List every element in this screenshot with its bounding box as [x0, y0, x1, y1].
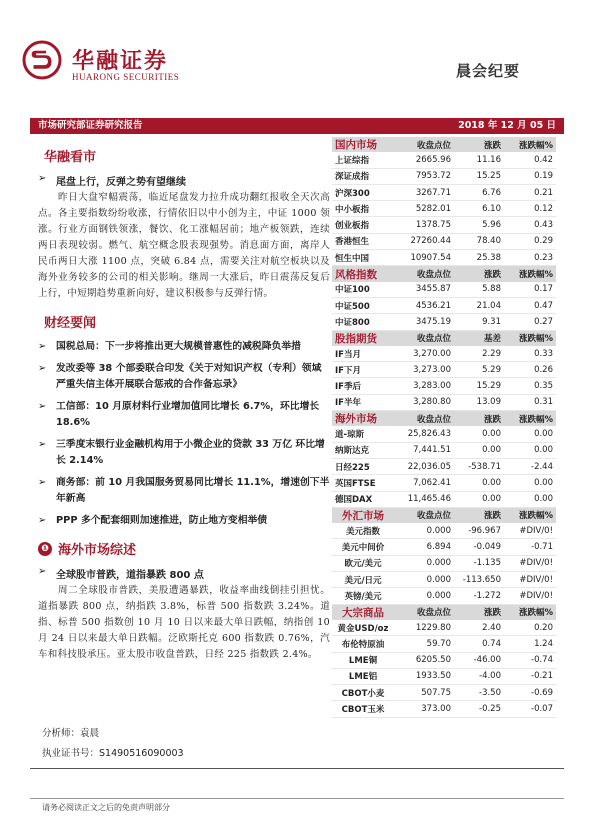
row-label: CBOT玉米 [332, 701, 394, 717]
cell-value: 0.29 [504, 233, 556, 249]
section-title: 大宗商品 [332, 604, 394, 620]
cell-value: 2.29 [454, 346, 504, 362]
cell-value: 6.10 [454, 201, 504, 217]
section-title: 国内市场 [332, 137, 394, 152]
cell-value: 0.26 [504, 362, 556, 378]
overseas-subheading-text: 全球股市普跌，道指暴跌 800 点 [56, 570, 204, 581]
cell-value: 0.000 [394, 572, 454, 588]
column-header: 涨跌 [454, 266, 504, 282]
cell-value: #DIV/0! [504, 555, 556, 571]
cell-value: 1378.75 [394, 217, 454, 233]
row-label: 中证500 [332, 297, 394, 313]
cell-value: 3475.19 [394, 314, 454, 330]
cell-value: 0.74 [454, 636, 504, 652]
brand-name-cn: 华融证券 [72, 48, 169, 74]
table-row [332, 201, 556, 217]
news-item-text: 工信部：10 月原材料行业增加值同比增长 6.7%，环比增长 18.6% [56, 401, 320, 428]
table-row [332, 282, 556, 298]
cell-value: #DIV/0! [504, 588, 556, 604]
cell-value: -2.44 [504, 458, 556, 474]
cell-value: 2665.96 [394, 152, 454, 168]
cell-value: 1.24 [504, 636, 556, 652]
table-row [332, 685, 556, 701]
banner-date: 2018 年 12 月 05 日 [458, 120, 556, 131]
table-row [332, 588, 556, 604]
overseas-subheading [38, 566, 330, 581]
overseas-title-text: 海外市场综述 [58, 543, 137, 558]
cell-value: #DIV/0! [504, 572, 556, 588]
column-header: 涨跌幅% [504, 411, 556, 427]
row-label: 恒生中国 [332, 250, 394, 266]
section-title: 风格指数 [332, 266, 394, 282]
row-label: 日经225 [332, 458, 394, 474]
row-label: LME铝 [332, 668, 394, 684]
cell-value: 5282.01 [394, 201, 454, 217]
row-label: 布伦特原油 [332, 636, 394, 652]
cell-value: 0.000 [394, 523, 454, 539]
cell-value: -1.135 [454, 555, 504, 571]
cell-value: 1933.50 [394, 668, 454, 684]
table-row [332, 362, 556, 378]
news-item-text: 国税总局：下一步将推出更大规模普惠性的减税降负举措 [56, 341, 301, 352]
column-header: 涨跌幅% [504, 330, 556, 346]
market-view-subheading-text: 尾盘上行，反弹之势有望继续 [56, 177, 186, 188]
column-header: 收盘点位 [394, 604, 454, 620]
cell-value: 9.31 [454, 314, 504, 330]
table-row [332, 297, 556, 313]
column-header: 涨跌 [454, 411, 504, 427]
row-label: 沪深300 [332, 184, 394, 200]
cell-value: -0.69 [504, 685, 556, 701]
cell-value: 3,283.00 [394, 378, 454, 394]
row-label: 创业板指 [332, 217, 394, 233]
row-label: IF季后 [332, 378, 394, 394]
cell-value: 6205.50 [394, 652, 454, 668]
table-row [332, 426, 556, 442]
news-item [38, 437, 330, 469]
row-label: 德国DAX [332, 491, 394, 507]
column-header: 收盘点位 [394, 507, 454, 523]
row-label: 黄金USD/oz [332, 620, 394, 636]
table-header-domestic [332, 137, 556, 152]
analyst-name: 分析师：袁晨 [42, 728, 100, 739]
report-banner [30, 118, 564, 134]
market-data-table [332, 137, 556, 718]
cell-value: -0.049 [454, 539, 504, 555]
column-header: 收盘点位 [394, 137, 454, 152]
cell-value: 0.00 [504, 491, 556, 507]
cell-value: 0.00 [454, 475, 504, 491]
table-row [332, 652, 556, 668]
cell-value: -0.71 [504, 539, 556, 555]
cell-value: 0.23 [504, 250, 556, 266]
footer-divider [30, 768, 564, 769]
table-row [332, 442, 556, 458]
banner-department: 市场研究部证券研究报告 [38, 120, 143, 131]
row-label: 美元指数 [332, 523, 394, 539]
column-header: 基差 [454, 330, 504, 346]
cell-value: 0.20 [504, 620, 556, 636]
cell-value: 5.96 [454, 217, 504, 233]
table-row [332, 523, 556, 539]
table-row [332, 491, 556, 507]
row-label: 美元/日元 [332, 572, 394, 588]
cell-value: 0.00 [504, 426, 556, 442]
cell-value: -4.00 [454, 668, 504, 684]
news-list [38, 339, 330, 529]
cell-value: -538.71 [454, 458, 504, 474]
cell-value: 2.40 [454, 620, 504, 636]
cell-value: 27260.44 [394, 233, 454, 249]
row-label: CBOT小麦 [332, 685, 394, 701]
cell-value: 22,036.05 [394, 458, 454, 474]
table-header-overseas [332, 411, 556, 427]
cell-value: 21.04 [454, 297, 504, 313]
cell-value: 0.27 [504, 314, 556, 330]
table-header-commodity [332, 604, 556, 620]
arrow-bullet-icon: ➢ [38, 341, 47, 352]
cell-value: 10907.54 [394, 250, 454, 266]
footer-divider [30, 798, 564, 799]
row-label: LME铜 [332, 652, 394, 668]
table-row [332, 555, 556, 571]
cell-value: 3,270.00 [394, 346, 454, 362]
arrow-bullet-icon: ➢ [38, 515, 47, 526]
table-row [332, 233, 556, 249]
cell-value: 0.00 [454, 491, 504, 507]
cell-value: 0.35 [504, 378, 556, 394]
column-header: 涨跌幅% [504, 507, 556, 523]
table-row [332, 168, 556, 184]
table-header-style [332, 266, 556, 282]
table-row [332, 636, 556, 652]
column-header: 收盘点位 [394, 411, 454, 427]
table-row [332, 314, 556, 330]
overseas-paragraph: 周二全球股市普跌，美股遭遇暴跌，收益率曲线倒挂引担忧。道指暴跌 800 点，纳指跌 3.8%，标普 500 指数跌 3.24%。道指、标普 500 指数创 10 月 10 日以来最大单日跌幅，纳指创 10 月 24 日以来最大单日跌幅。泛欧斯托克 600 指数跌 0.76%，汽车和科技股承压。亚太股市收盘普跌，日经 225 指数跌 2.4%。 [38, 585, 330, 660]
cell-value: 0.00 [504, 475, 556, 491]
cell-value: -1.272 [454, 588, 504, 604]
cell-value: 7,062.41 [394, 475, 454, 491]
cell-value: #DIV/0! [504, 523, 556, 539]
table-row [332, 250, 556, 266]
table-row [332, 572, 556, 588]
cell-value: 0.42 [504, 152, 556, 168]
cell-value: 0.000 [394, 588, 454, 604]
cell-value: -0.21 [504, 668, 556, 684]
market-data-column [332, 137, 556, 718]
row-label: 美元中间价 [332, 539, 394, 555]
arrow-bullet-icon: ➢ [38, 566, 47, 577]
cell-value: 0.000 [394, 555, 454, 571]
cell-value: -46.00 [454, 652, 504, 668]
cell-value: 11,465.46 [394, 491, 454, 507]
column-header: 涨跌 [454, 604, 504, 620]
row-label: 英镑/美元 [332, 588, 394, 604]
section-title-overseas [38, 539, 330, 558]
row-label: IF下月 [332, 362, 394, 378]
table-row [332, 475, 556, 491]
row-label: 上证综指 [332, 152, 394, 168]
row-label: IF当月 [332, 346, 394, 362]
section-title: 海外市场 [332, 411, 394, 427]
cell-value: 15.29 [454, 378, 504, 394]
table-row [332, 701, 556, 717]
cell-value: 1229.80 [394, 620, 454, 636]
cell-value: 3455.87 [394, 282, 454, 298]
cell-value: 15.25 [454, 168, 504, 184]
arrow-bullet-icon: ➢ [38, 401, 47, 412]
cell-value: 507.75 [394, 685, 454, 701]
cell-value: 0.21 [504, 184, 556, 200]
cell-value: 6.894 [394, 539, 454, 555]
table-header-futures [332, 330, 556, 346]
row-label: 道-琼斯 [332, 426, 394, 442]
cell-value: 7953.72 [394, 168, 454, 184]
cell-value: 3,280.80 [394, 394, 454, 410]
news-item-text: PPP 多个配套细则加速推进，防止地方变相举债 [56, 515, 268, 526]
row-label: IF半年 [332, 394, 394, 410]
cell-value: 3267.71 [394, 184, 454, 200]
cell-value: 4536.21 [394, 297, 454, 313]
left-column [38, 142, 330, 663]
news-item [38, 475, 330, 507]
cell-value: 0.43 [504, 217, 556, 233]
cell-value: 13.09 [454, 394, 504, 410]
cell-value: 0.00 [454, 426, 504, 442]
news-item [38, 339, 330, 355]
column-header: 收盘点位 [394, 266, 454, 282]
section-title-market-view: 华融看市 [44, 150, 97, 165]
cell-value: 7,441.51 [394, 442, 454, 458]
section-marker-icon: ❶ [38, 542, 52, 556]
table-row [332, 394, 556, 410]
cell-value: -0.25 [454, 701, 504, 717]
arrow-bullet-icon: ➢ [38, 477, 47, 488]
table-row [332, 378, 556, 394]
cell-value: 0.47 [504, 297, 556, 313]
cell-value: 78.40 [454, 233, 504, 249]
table-row [332, 668, 556, 684]
news-item [38, 513, 330, 529]
analyst-cert: 执业证书号：S1490516090003 [42, 748, 184, 759]
row-label: 纳斯达克 [332, 442, 394, 458]
cell-value: 11.16 [454, 152, 504, 168]
news-item-text: 商务部：前 10 月我国服务贸易同比增长 11.1%，增速创下半年新高 [56, 477, 330, 504]
news-item [38, 399, 330, 431]
column-header: 收盘点位 [394, 330, 454, 346]
table-row [332, 620, 556, 636]
news-item [38, 361, 330, 393]
table-header-fx [332, 507, 556, 523]
column-header: 涨跌 [454, 137, 504, 152]
row-label: 中证100 [332, 282, 394, 298]
row-label: 英国FTSE [332, 475, 394, 491]
arrow-bullet-icon: ➢ [38, 173, 47, 184]
column-header: 涨跌幅% [504, 137, 556, 152]
cell-value: -3.50 [454, 685, 504, 701]
document-title: 晨会纪要 [456, 62, 521, 80]
cell-value: 5.88 [454, 282, 504, 298]
disclaimer-text: 请务必阅读正文之后的免责声明部分 [42, 803, 170, 812]
cell-value: -0.74 [504, 652, 556, 668]
news-item-text: 发改委等 38 个部委联合印发《关于对知识产权（专利）领域严重失信主体开展联合惩戒的合作备忘录》 [56, 363, 322, 390]
table-row [332, 346, 556, 362]
market-view-paragraph: 昨日大盘窄幅震荡，临近尾盘发力拉升成功翻红报收全天次高点。各主要指数纷纷收涨，行情依旧以中小创为主，中证 1000 领涨。行业方面钢铁领涨，餐饮、化工涨幅居前；地产板领跌，连续两日表现较弱。燃气、航空概念股表现强势。消息面方面，离岸人民币两日大涨 1100 点，突破 6.84 点，需要关注对航空板块以及海外业务较多的公司的相关影响。继周一大涨后，昨日震荡反复后上行，中短期趋势重新向好，建议积极参与反弹行情。 [38, 192, 330, 299]
news-item-text: 三季度末银行业金融机构用于小微企业的贷款 33 万亿 环比增长 2.14% [56, 439, 325, 466]
section-title: 外汇市场 [332, 507, 394, 523]
section-title-news: 财经要闻 [44, 316, 97, 331]
arrow-bullet-icon: ➢ [38, 363, 47, 374]
cell-value: 5.29 [454, 362, 504, 378]
table-row [332, 217, 556, 233]
cell-value: 0.12 [504, 201, 556, 217]
column-header: 涨跌 [454, 507, 504, 523]
table-row [332, 539, 556, 555]
table-row [332, 152, 556, 168]
section-title: 股指期货 [332, 330, 394, 346]
column-header: 涨跌幅% [504, 266, 556, 282]
cell-value: 25.38 [454, 250, 504, 266]
arrow-bullet-icon: ➢ [38, 439, 47, 450]
cell-value: 0.00 [504, 442, 556, 458]
cell-value: -96.967 [454, 523, 504, 539]
market-view-subheading [38, 173, 330, 188]
cell-value: 373.00 [394, 701, 454, 717]
huarong-logo-icon [22, 40, 62, 80]
cell-value: 0.00 [454, 442, 504, 458]
row-label: 欧元/美元 [332, 555, 394, 571]
cell-value: 0.19 [504, 168, 556, 184]
analyst-info [42, 724, 184, 764]
cell-value: -0.07 [504, 701, 556, 717]
cell-value: 59.70 [394, 636, 454, 652]
row-label: 深证成指 [332, 168, 394, 184]
cell-value: 6.76 [454, 184, 504, 200]
cell-value: 3,273.00 [394, 362, 454, 378]
row-label: 中小板指 [332, 201, 394, 217]
cell-value: 0.31 [504, 394, 556, 410]
column-header: 涨跌幅% [504, 604, 556, 620]
brand-name-en: HUARONG SECURITIES [72, 72, 180, 82]
cell-value: 0.17 [504, 282, 556, 298]
cell-value: 25,826.43 [394, 426, 454, 442]
table-row [332, 184, 556, 200]
cell-value: 0.33 [504, 346, 556, 362]
row-label: 中证800 [332, 314, 394, 330]
table-row [332, 458, 556, 474]
cell-value: -113.650 [454, 572, 504, 588]
row-label: 香港恒生 [332, 233, 394, 249]
